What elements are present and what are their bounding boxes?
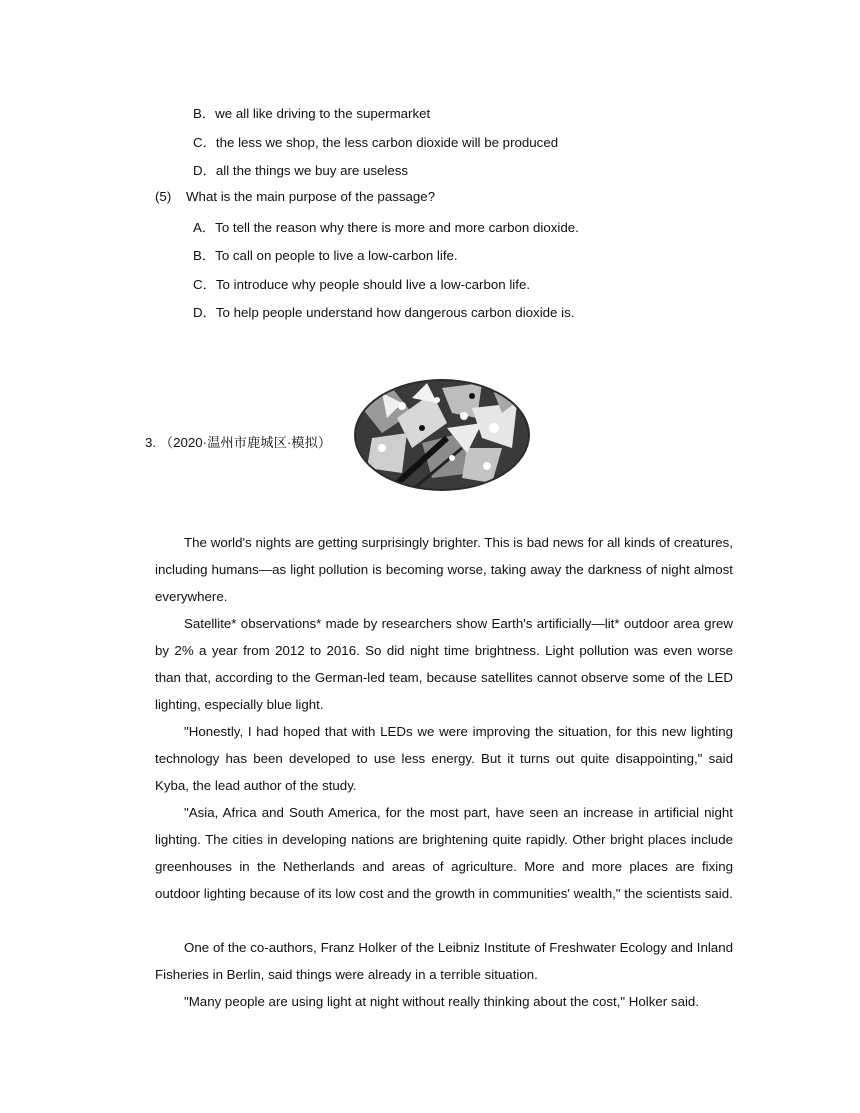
passage-paragraph-3: "Honestly, I had hoped that with LEDs we were improving the situation, for this new lighting technology has been developed to use less energy. But it turns out quite disappointing," said Kyba, the lead author of the study.	[155, 724, 733, 793]
passage-paragraph-1: The world's nights are getting surprisingly brighter. This is bad news for all kinds of creatures, including humans—as light pollution is becoming worse, taking away the darkness of night almost everywhere.	[155, 535, 733, 604]
question-text: What is the main purpose of the passage?	[186, 189, 436, 204]
passage-paragraph-4: "Asia, Africa and South America, for the most part, have seen an increase in artificial night lighting. The cities in developing nations are brightening quite rapidly. Other bright places include greenhouses in the Netherlands and areas of agriculture. More and more places are fixing outdoor lighting because of its low cost and the growth in communities' wealth," the scientists said.	[155, 805, 733, 901]
question-number: (5)	[155, 189, 172, 204]
city-lights-illustration	[352, 378, 532, 492]
passage-paragraph-2: Satellite* observations* made by researchers show Earth's artificially—lit* outdoor area grew by 2% a year from 2012 to 2016. So did night time brightness. Light pollution was even worse than that, according to the German-led team, because satellites cannot observe some of the LED lighting, especially blue light.	[155, 616, 733, 712]
q5-option-b: B．To call on people to live a low-carbon life.	[193, 248, 458, 263]
question-5	[155, 189, 435, 204]
passage-paragraph-6: "Many people are using light at night without really thinking about the cost," Holker said.	[184, 994, 700, 1009]
q5-option-d: D．To help people understand how dangerous carbon dioxide is.	[193, 305, 575, 320]
option-d: D．all the things we buy are useless	[193, 163, 409, 178]
option-b: B．we all like driving to the supermarket	[193, 106, 431, 121]
option-c: C．the less we shop, the less carbon dioxide will be produced	[193, 135, 559, 150]
passage-paragraph-5: One of the co-authors, Franz Holker of the Leibniz Institute of Freshwater Ecology and Inland Fisheries in Berlin, said things were already in a terrible situation.	[155, 940, 733, 982]
q5-option-a: A．To tell the reason why there is more and more carbon dioxide.	[193, 220, 579, 235]
section-heading: 3. （2020·温州市鹿城区·模拟）	[145, 435, 332, 450]
q5-option-c: C．To introduce why people should live a low-carbon life.	[193, 277, 531, 292]
